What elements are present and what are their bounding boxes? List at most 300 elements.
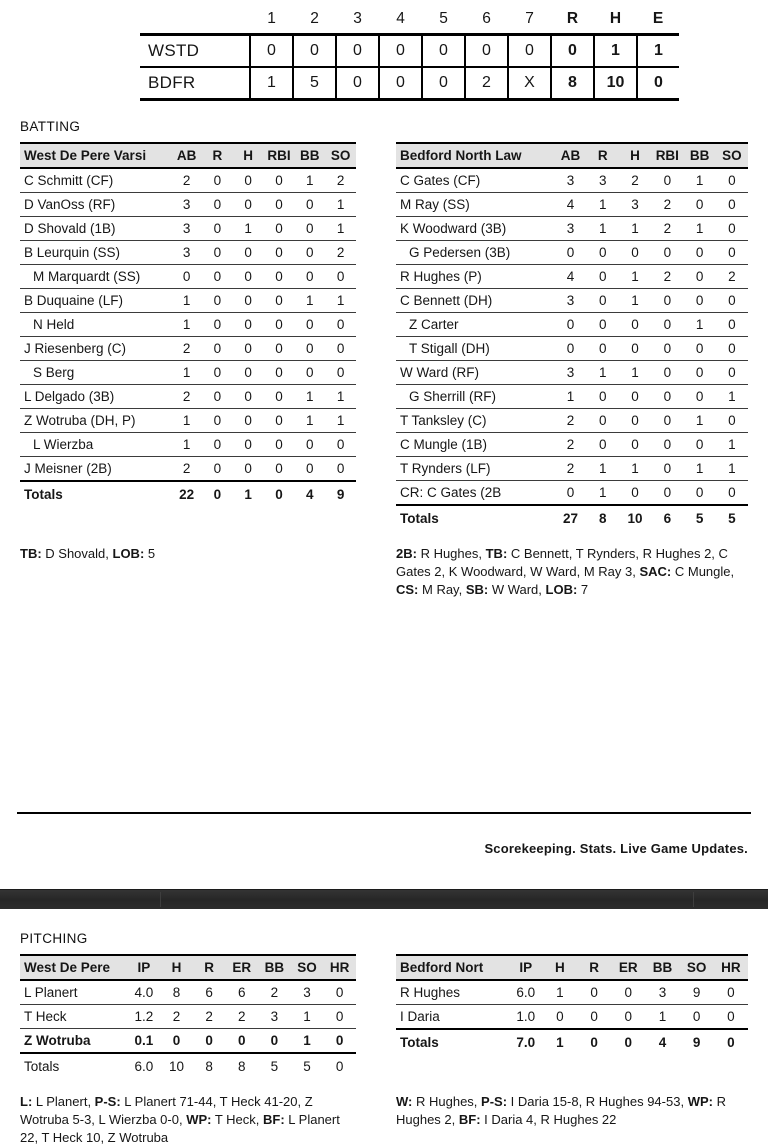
stat-cell: 0 (611, 980, 645, 1005)
stat-cell: 0 (202, 337, 233, 361)
stat-cell: 0 (264, 385, 295, 409)
player-name-cell: C Mungle (1B) (396, 433, 554, 457)
score-cell: 0 (336, 35, 379, 68)
stat-cell: 0 (294, 313, 325, 337)
stat-cell: 0 (619, 313, 651, 337)
player-name-cell: C Schmitt (CF) (20, 168, 171, 193)
stat-cell: 0 (716, 168, 748, 193)
stat-cell: 0 (172, 1033, 181, 1048)
banner-segment-divider (160, 892, 161, 907)
stat-cell: 0 (264, 168, 295, 193)
score-cell: 5 (293, 67, 336, 100)
stat-cell: 3 (645, 980, 679, 1005)
stat-cell: 1 (619, 289, 651, 313)
stat-column-header: BB (258, 955, 291, 980)
team-abbrev-cell: WSTD (148, 41, 200, 60)
stat-cell: 6.0 (509, 980, 543, 1005)
stat-cell: 0 (683, 193, 715, 217)
player-row (396, 337, 748, 361)
stat-cell: 0 (619, 337, 651, 361)
stat-cell: 0 (294, 217, 325, 241)
score-cell: X (508, 67, 551, 100)
player-name-cell: N Held (20, 313, 171, 337)
note-stat-label: 2B: (396, 546, 417, 561)
stat-cell: 0 (663, 485, 672, 500)
linescore-team-row (140, 67, 679, 100)
score-cell: 0 (250, 35, 293, 68)
home-batting-column (396, 142, 748, 531)
team-name-header: Bedford North Law (396, 143, 554, 168)
stat-cell: 1 (233, 217, 264, 241)
score-cell: 0 (293, 35, 336, 68)
stat-cell: 1 (683, 168, 715, 193)
stat-cell: 1 (716, 457, 748, 481)
stat-column-header: H (619, 143, 651, 168)
stat-cell: 0 (233, 168, 264, 193)
player-name-cell: B Duquaine (LF) (20, 289, 171, 313)
stat-cell: 0 (233, 337, 264, 361)
player-name-cell: D Shovald (1B) (20, 217, 171, 241)
stat-cell: 0 (716, 241, 748, 265)
stat-cell: 6 (651, 505, 683, 531)
stat-cell: 2 (651, 265, 683, 289)
stat-cell: 2 (171, 337, 202, 361)
linescore-table (140, 8, 679, 101)
note-stat-label: P-S: (94, 1094, 121, 1109)
stat-cell: 1 (599, 485, 607, 500)
stat-cell: 0 (233, 433, 264, 457)
player-name-cell: S Berg (20, 361, 171, 385)
stat-cell: 0 (233, 289, 264, 313)
stat-cell: 2 (651, 217, 683, 241)
note-stat-label: W: (396, 1094, 413, 1109)
score-cell: 1 (250, 67, 293, 100)
stat-cell: 0 (202, 265, 233, 289)
player-name-cell: B Leurquin (SS) (20, 241, 171, 265)
stat-cell: 0 (619, 433, 651, 457)
score-cell: 8 (551, 67, 594, 100)
stat-cell: 0 (202, 385, 233, 409)
score-cell: 0 (422, 67, 465, 100)
stat-cell: 0 (233, 193, 264, 217)
stat-cell: 0 (651, 241, 683, 265)
stat-cell: 22 (171, 481, 202, 507)
player-row (396, 361, 748, 385)
player-row (20, 265, 356, 289)
inning-header-cell: 5 (439, 10, 448, 27)
away-pitching-column (20, 954, 356, 1079)
stat-cell: 0 (275, 461, 283, 476)
home-pitching-table (396, 954, 748, 1055)
stat-column-header: H (543, 955, 577, 980)
player-row (396, 289, 748, 313)
stat-cell: 1.2 (128, 1005, 161, 1029)
pitching-notes (0, 1093, 768, 1147)
stat-column-header: R (577, 955, 611, 980)
stat-cell: 0 (202, 289, 233, 313)
stat-cell: 1 (716, 385, 748, 409)
stat-cell: 1 (291, 1005, 324, 1029)
score-cell: 10 (594, 67, 637, 100)
stat-cell: 2 (171, 168, 202, 193)
stat-cell: 0 (631, 485, 639, 500)
table-header-row (396, 143, 748, 168)
player-row (396, 241, 748, 265)
stat-cell: 1 (233, 481, 264, 507)
stat-cell: 0 (619, 241, 651, 265)
score-cell: 0 (422, 35, 465, 68)
stat-cell: 0 (554, 337, 586, 361)
stat-cell: 9 (325, 481, 356, 507)
stat-cell: 1 (325, 289, 356, 313)
stat-cell: 0 (336, 461, 345, 476)
stat-cell: 8 (193, 1053, 226, 1079)
score-cell: 1 (594, 35, 637, 68)
stat-cell: 0 (651, 289, 683, 313)
stat-cell: 0 (587, 433, 619, 457)
player-name-cell: G Sherrill (RF) (396, 385, 554, 409)
stat-column-header: BB (294, 143, 325, 168)
stat-cell: 4 (294, 481, 325, 507)
totals-label-cell: Totals (396, 505, 554, 531)
linescore (140, 8, 768, 101)
stat-cell: 1 (716, 433, 748, 457)
stat-cell: 1 (294, 289, 325, 313)
note-stat-label: LOB: (545, 582, 578, 597)
stat-cell: 4 (554, 265, 586, 289)
totals-row (396, 505, 748, 531)
stat-cell: 0 (587, 313, 619, 337)
stat-cell: 1 (325, 193, 356, 217)
player-name-cell: Z Wotruba (DH, P) (20, 409, 171, 433)
stat-cell: 1 (294, 409, 325, 433)
stat-cell: 0 (205, 1033, 213, 1048)
stat-cell: 4 (554, 193, 586, 217)
stat-column-header: H (233, 143, 264, 168)
player-row (20, 409, 356, 433)
player-row (20, 980, 356, 1005)
stat-cell: 1 (587, 193, 619, 217)
stat-cell: 2 (193, 1005, 226, 1029)
stat-cell: 8 (160, 980, 193, 1005)
stat-cell: 8 (225, 1053, 258, 1079)
note-stat-label: WP: (186, 1112, 212, 1127)
player-row (396, 265, 748, 289)
team-abbrev-cell: BDFR (148, 73, 196, 92)
player-name-cell: K Woodward (3B) (396, 217, 554, 241)
note-stat-label: CS: (396, 582, 419, 597)
away-pitching-table (20, 954, 356, 1079)
stat-cell: 3 (554, 168, 586, 193)
totals-label-cell: Totals (20, 1053, 128, 1079)
stat-cell: 0 (651, 361, 683, 385)
home-batting-notes: 2B: R Hughes, TB: C Bennett, T Rynders, R Hughes 2, C Gates 2, K Woodward, W Ward, M Ray 3, SAC: C Mungle, CS: M Ray, SB: W Ward, LOB: 7 (396, 546, 735, 597)
stat-cell: 0 (716, 289, 748, 313)
player-row (396, 1005, 748, 1030)
stat-column-header: IP (128, 955, 161, 980)
player-name-cell: CR: C Gates (2B (400, 485, 502, 500)
stat-cell: 0 (202, 217, 233, 241)
player-name-cell: M Ray (SS) (396, 193, 554, 217)
stat-cell: 0 (716, 409, 748, 433)
stat-cell: 1 (543, 1029, 577, 1055)
inning-header-cell: 3 (353, 10, 362, 27)
stat-cell: 0 (651, 168, 683, 193)
stat-cell: 0 (294, 337, 325, 361)
totals-row (396, 1029, 748, 1055)
stat-cell: 0 (683, 337, 715, 361)
stat-cell: 0 (714, 1029, 748, 1055)
score-cell: 0 (379, 35, 422, 68)
banner-segment-divider (693, 892, 694, 907)
divider-line (17, 812, 751, 814)
stat-cell: 0 (587, 385, 619, 409)
stat-cell: 3 (554, 217, 586, 241)
stat-cell: 0 (264, 265, 295, 289)
team-name-header: West De Pere Varsi (20, 143, 171, 168)
stat-cell: 6 (225, 980, 258, 1005)
stat-column-header: SO (325, 143, 356, 168)
player-name-cell: T Rynders (LF) (396, 457, 554, 481)
player-row (396, 385, 748, 409)
stat-cell: 0 (651, 313, 683, 337)
player-name-cell: L Planert (20, 980, 128, 1005)
stat-cell: 0 (171, 265, 202, 289)
stat-cell: 2 (651, 193, 683, 217)
stat-cell: 1 (325, 217, 356, 241)
stat-cell: 0 (325, 265, 356, 289)
stat-cell: 1 (325, 385, 356, 409)
stat-cell: 0 (294, 433, 325, 457)
stat-cell: 0 (577, 980, 611, 1005)
player-name-cell: W Ward (RF) (396, 361, 554, 385)
stat-cell: 0 (233, 265, 264, 289)
stat-cell: 0 (716, 193, 748, 217)
player-row (396, 313, 748, 337)
stat-column-header: AB (554, 143, 586, 168)
stat-cell: 10 (619, 505, 651, 531)
stat-cell: 0 (587, 289, 619, 313)
stat-cell: 0 (683, 265, 715, 289)
player-name-cell: R Hughes (396, 980, 509, 1005)
stat-cell: 5 (683, 505, 715, 531)
stat-cell: 0 (683, 385, 715, 409)
stat-cell: 0 (202, 313, 233, 337)
stat-cell: 0 (202, 409, 233, 433)
stat-cell: 2 (160, 1005, 193, 1029)
player-row (396, 168, 748, 193)
note-stat-label: WP: (687, 1094, 713, 1109)
stat-cell: 1 (294, 385, 325, 409)
player-name-cell: T Tanksley (C) (396, 409, 554, 433)
player-row (396, 980, 748, 1005)
note-stat-label: TB: (20, 546, 42, 561)
stat-cell: 1 (619, 265, 651, 289)
stat-cell: 1 (619, 217, 651, 241)
away-batting-column (20, 142, 356, 507)
stat-cell: 0 (264, 193, 295, 217)
player-row (20, 337, 356, 361)
stat-cell: 0.1 (134, 1033, 154, 1048)
stat-cell: 0 (651, 457, 683, 481)
note-stat-label: L: (20, 1094, 33, 1109)
pitching-section-label: PITCHING (20, 931, 88, 946)
linescore-header (140, 8, 679, 35)
stat-cell: 10 (160, 1053, 193, 1079)
note-stat-label: SB: (465, 582, 489, 597)
stat-cell: 0 (264, 313, 295, 337)
stat-cell: 5 (716, 505, 748, 531)
score-cell: 0 (637, 67, 679, 100)
score-cell: 1 (637, 35, 679, 68)
stat-cell: 0 (325, 361, 356, 385)
inning-header-cell: 2 (310, 10, 319, 27)
stat-cell: 0 (264, 433, 295, 457)
stat-cell: 0 (651, 385, 683, 409)
stat-cell: 0 (202, 361, 233, 385)
stat-cell: 2 (716, 265, 748, 289)
stat-cell: 0 (714, 980, 748, 1005)
stat-cell: 2 (171, 385, 202, 409)
score-cell: 2 (465, 67, 508, 100)
player-name-cell: T Stigall (DH) (396, 337, 554, 361)
stat-cell: 0 (233, 385, 264, 409)
stat-cell: 0 (233, 313, 264, 337)
stat-cell: 1 (303, 1033, 311, 1048)
stat-cell: 0 (727, 1009, 735, 1024)
stat-cell: 1 (658, 1009, 667, 1024)
stat-column-header: H (160, 955, 193, 980)
stat-cell: 0 (716, 217, 748, 241)
stat-cell: 0 (683, 241, 715, 265)
stat-cell: 0 (264, 337, 295, 361)
player-row (20, 241, 356, 265)
stat-cell: 0 (587, 409, 619, 433)
stat-cell: 0 (587, 337, 619, 361)
player-row (396, 457, 748, 481)
stat-cell: 0 (554, 241, 586, 265)
stat-cell: 1.0 (516, 1009, 536, 1024)
stat-cell: 0 (587, 241, 619, 265)
home-batting-table (396, 142, 748, 531)
stat-cell: 0 (233, 361, 264, 385)
note-stat-label: BF: (458, 1112, 481, 1127)
stat-cell: 0 (683, 289, 715, 313)
stat-cell: 0 (325, 337, 356, 361)
player-row (20, 1029, 356, 1054)
stat-cell: 0 (716, 337, 748, 361)
player-row (20, 313, 356, 337)
stat-cell: 0 (556, 1009, 564, 1024)
stat-cell: 0 (233, 409, 264, 433)
stat-cell: 0 (238, 1033, 246, 1048)
stat-cell: 0 (624, 1009, 633, 1024)
stat-cell: 1 (683, 313, 715, 337)
stat-cell: 0 (651, 433, 683, 457)
stat-cell: 0 (651, 337, 683, 361)
totals-label-cell: Totals (396, 1029, 509, 1055)
stat-cell: 3 (554, 289, 586, 313)
stat-cell: 0 (587, 265, 619, 289)
team-name-header: West De Pere (20, 955, 128, 980)
note-stat-label: SAC: (639, 564, 672, 579)
stat-cell: 9 (680, 1029, 714, 1055)
stat-column-header: HR (714, 955, 748, 980)
stat-cell: 8 (587, 505, 619, 531)
player-name-cell: J Meisner (2B) (24, 461, 112, 476)
stat-cell: 0 (323, 1053, 356, 1079)
player-name-cell: L Wierzba (20, 433, 171, 457)
stat-cell: 2 (619, 168, 651, 193)
stat-cell: 0 (233, 241, 264, 265)
player-name-cell: M Marquardt (SS) (20, 265, 171, 289)
stat-cell: 3 (291, 980, 324, 1005)
stat-cell: 2 (325, 168, 356, 193)
stat-cell: 0 (264, 217, 295, 241)
stat-cell: 0 (577, 1029, 611, 1055)
stat-cell: 5 (258, 1053, 291, 1079)
player-row (20, 433, 356, 457)
stat-cell: 0 (202, 168, 233, 193)
stat-cell: 9 (680, 980, 714, 1005)
pitching-tables (0, 954, 768, 1079)
player-row (20, 385, 356, 409)
stat-cell: 1 (171, 433, 202, 457)
stat-cell: 1 (325, 409, 356, 433)
stat-column-header: RBI (264, 143, 295, 168)
stat-cell: 1 (587, 217, 619, 241)
stat-cell: 0 (294, 265, 325, 289)
stat-cell: 1 (171, 409, 202, 433)
stat-column-header: R (202, 143, 233, 168)
away-pitching-notes: L: L Planert, P-S: L Planert 71-44, T Heck 41-20, Z Wotruba 5-3, L Wierzba 0-0, WP: T Heck, BF: L Planert 22, T Heck 10, Z Wotruba (20, 1094, 340, 1145)
box-score-page (0, 8, 768, 1147)
stat-column-header: IP (509, 955, 543, 980)
stat-cell: 1 (171, 313, 202, 337)
stat-cell: 2 (325, 241, 356, 265)
stat-cell: 0 (264, 481, 295, 507)
stat-cell: 1 (587, 361, 619, 385)
stat-cell: 4 (645, 1029, 679, 1055)
stat-cell: 0 (716, 361, 748, 385)
stat-cell: 0 (590, 1009, 598, 1024)
stat-column-header: BB (683, 143, 715, 168)
stat-cell: 0 (264, 289, 295, 313)
stat-column-header: R (193, 955, 226, 980)
stat-cell: 4.0 (128, 980, 161, 1005)
player-name-cell: G Pedersen (3B) (396, 241, 554, 265)
stat-cell: 2 (554, 433, 586, 457)
player-row (396, 217, 748, 241)
stat-cell: 0 (294, 193, 325, 217)
home-pitching-notes: W: R Hughes, P-S: I Daria 15-8, R Hughes 94-53, WP: R Hughes 2, BF: I Daria 4, R Hughes 22 (396, 1094, 726, 1127)
stat-cell: 0 (651, 409, 683, 433)
note-stat-label: TB: (485, 546, 508, 561)
table-header-row (20, 143, 356, 168)
away-batting-table (20, 142, 356, 507)
player-row (396, 433, 748, 457)
score-cell: 0 (508, 35, 551, 68)
stat-cell: 0 (202, 193, 233, 217)
stat-cell: 3 (619, 193, 651, 217)
corner-cell (140, 8, 250, 35)
stat-cell: 0 (728, 485, 736, 500)
stat-column-header: AB (171, 143, 202, 168)
player-row (20, 289, 356, 313)
stat-cell: 0 (202, 241, 233, 265)
stat-cell: 0 (323, 1005, 356, 1029)
tagline: Scorekeeping. Stats. Live Game Updates. (484, 841, 748, 856)
